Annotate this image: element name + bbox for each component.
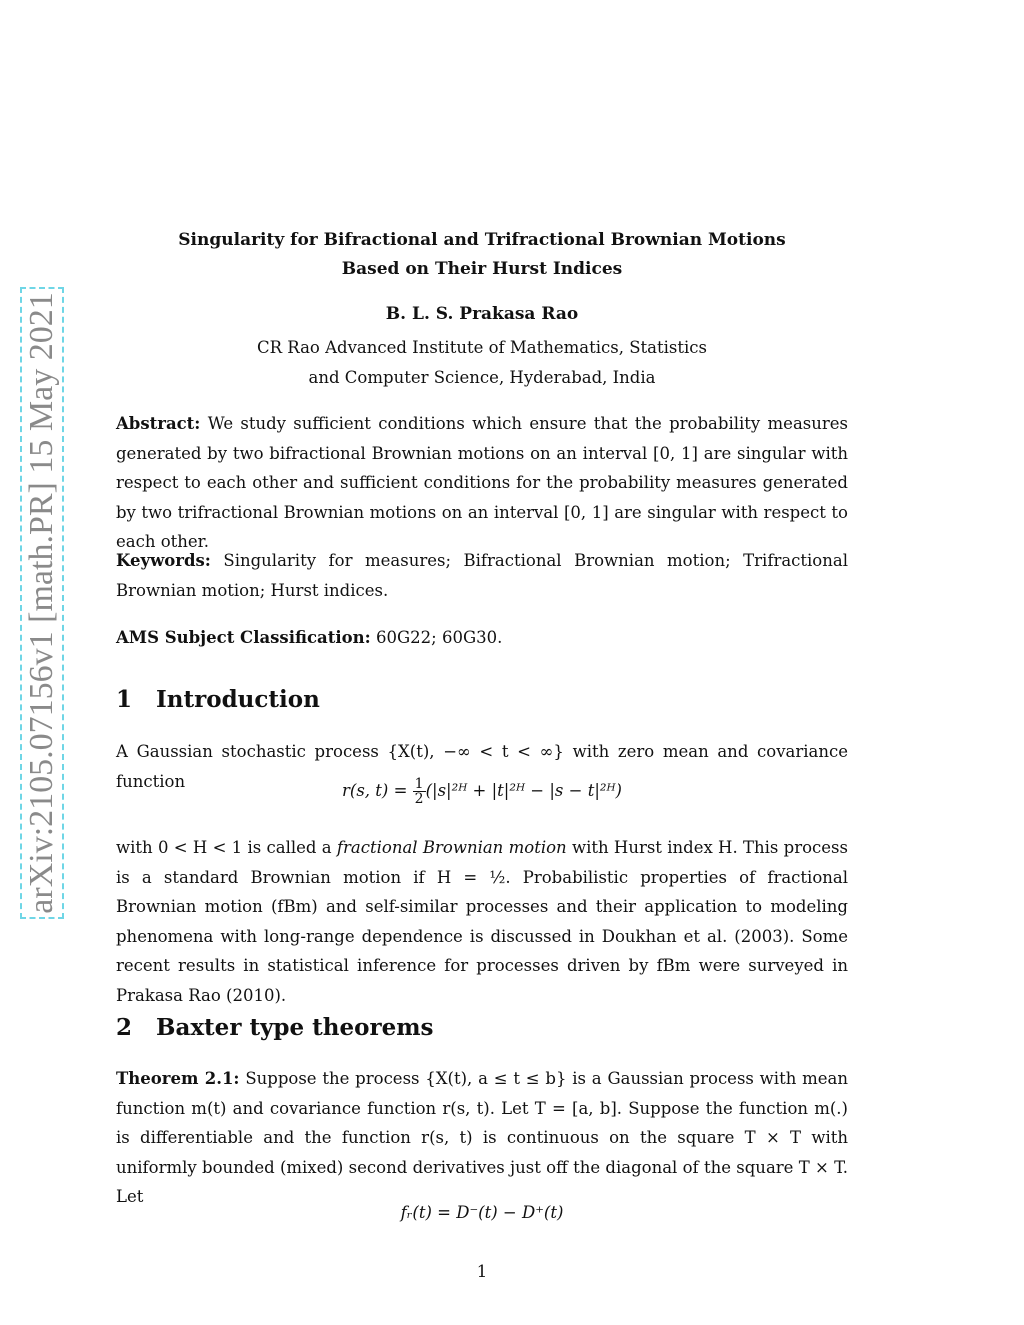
intro-paragraph-2	[116, 833, 848, 1011]
section-title: Baxter type theorems	[156, 1014, 434, 1041]
affiliation-line-2: and Computer Science, Hyderabad, India	[308, 368, 656, 387]
title-line-1: Singularity for Bifractional and Trifractional Brownian Motions	[178, 230, 786, 250]
abstract	[116, 409, 848, 557]
section-heading-introduction	[116, 686, 320, 713]
keywords-text: Singularity for measures; Bifractional Brownian motion; Trifractional Brownian motion; Hurst indices.	[116, 551, 848, 600]
covariance-equation	[116, 777, 848, 806]
author-name: B. L. S. Prakasa Rao	[385, 304, 579, 324]
fr-equation	[116, 1203, 848, 1222]
ams-text: 60G22; 60G30.	[375, 628, 503, 647]
section-number: 2	[116, 1014, 133, 1041]
equation-rhs: (|s|²ᴴ + |t|²ᴴ − |s − t|²ᴴ)	[425, 781, 622, 800]
keywords-label: Keywords:	[116, 551, 211, 570]
section-heading-baxter	[116, 1014, 434, 1041]
ams-classification	[116, 623, 848, 653]
keywords	[116, 546, 848, 605]
ams-label: AMS Subject Classification:	[116, 628, 371, 647]
author-affiliation	[116, 333, 848, 393]
intro-text-a: with 0 < H < 1 is called a	[116, 838, 337, 857]
equation-lhs: r(s, t) =	[342, 781, 413, 800]
fr-equation-text: fᵣ(t) = D⁻(t) − D⁺(t)	[400, 1203, 564, 1222]
affiliation-line-1: CR Rao Advanced Institute of Mathematics, Statistics	[257, 338, 707, 357]
theorem-text: Suppose the process {X(t), a ≤ t ≤ b} is a Gaussian process with mean function m(t) and covariance function r(s, t). Let T = [a, b]. Suppose the function m(.) is differentiable and the function r(s, t) is continuous on the square T × T with uniformly bounded (mixed) second derivatives just off the diagonal of the square T × T. Let	[116, 1069, 849, 1207]
abstract-label: Abstract:	[116, 414, 201, 433]
abstract-text: We study sufficient conditions which ensure that the probability measures generated by two bifractional Brownian motions on an interval [0, 1] are singular with respect to each other and sufficient conditions for the probability measures generated by two trifractional Brownian motions on an interval [0, 1] are singular with respect to each other.	[116, 414, 848, 552]
intro-text-b: with Hurst index H. This process is a standard Brownian motion if H = ½. Probabilistic properties of fractional Brownian motion (fBm) and self-similar processes and their application to modeling phenomena with long-range dependence is discussed in Doukhan et al. (2003). Some recent results in statistical inference for processes driven by fBm were surveyed in Prakasa Rao (2010).	[116, 838, 848, 1005]
paper-title	[116, 226, 848, 284]
arxiv-identifier: arXiv:2105.07156v1 [math.PR] 15 May 2021	[23, 292, 60, 914]
theorem-2-1	[116, 1064, 848, 1212]
fraction-numerator: 1	[414, 776, 424, 792]
equation-fraction	[413, 777, 426, 806]
title-line-2: Based on Their Hurst Indices	[341, 259, 623, 279]
fraction-denominator: 2	[414, 791, 424, 807]
page-number: 1	[476, 1262, 488, 1281]
section-number: 1	[116, 686, 133, 713]
intro-emphasis: fractional Brownian motion	[336, 838, 567, 857]
intro-paragraph-1: A Gaussian stochastic process {X(t), −∞ < t < ∞} with zero mean and covariance function	[116, 742, 848, 791]
theorem-label: Theorem 2.1:	[116, 1069, 240, 1088]
section-title: Introduction	[156, 686, 320, 713]
arxiv-stamp	[20, 287, 64, 919]
